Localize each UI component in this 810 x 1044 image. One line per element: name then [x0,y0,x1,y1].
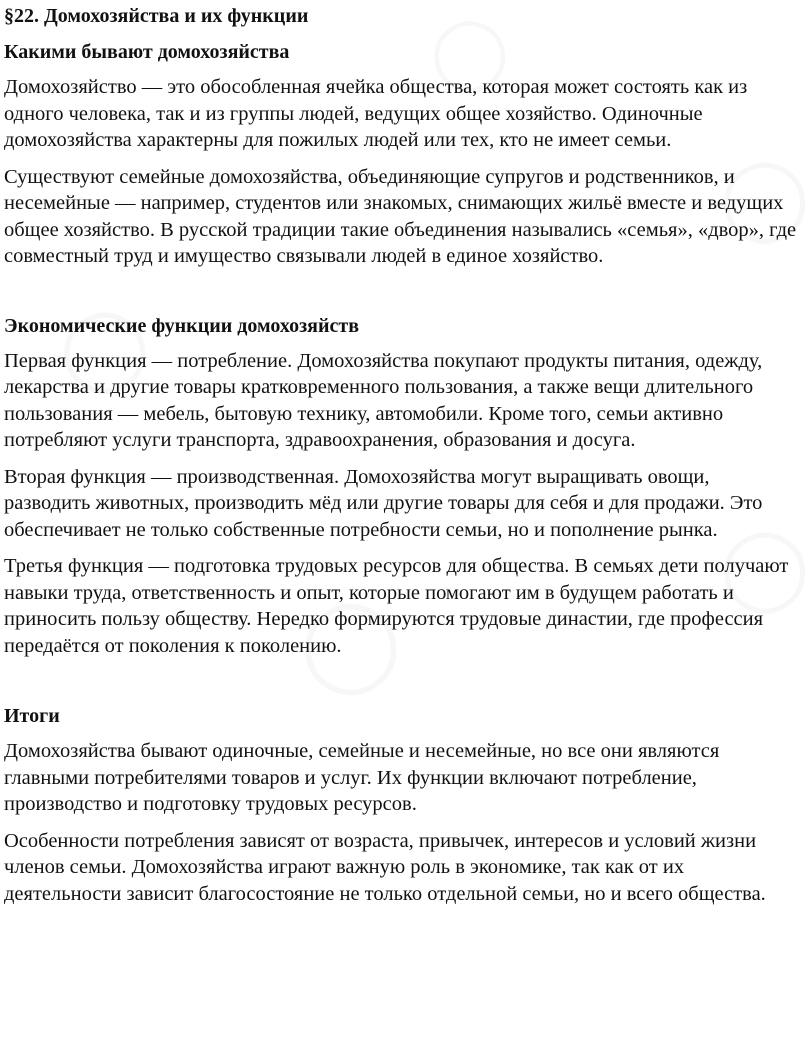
paragraph: Особенности потребления зависят от возраста, привычек, интересов и условий жизни членов семьи. Домохозяйства играют важную роль в экономике, так как от их деятельности зависит благосостояние не только отдельной семьи, но и всего общества. [4,829,766,905]
paragraph: Третья функция — подготовка трудовых ресурсов для общества. В семьях дети получают навыки труда, ответственность и опыт, которые помогают им в будущем работать и приносить пользу обществу. Нередко формируются трудовые династии, где профессия передаётся от поколения к поколению. [4,555,789,657]
watermark-mark: ◯ [720,152,810,241]
paragraph: Домохозяйства бывают одиночные, семейные и несемейные, но все они являются главными потребителями товаров и услуг. Их функции включают потребление, производство и подготовку трудовых ресурсов. [4,740,720,815]
watermark-mark: ◯ [720,522,810,611]
chapter-title: §22. Домохозяйства и их функции [4,5,309,27]
section-household-types [4,39,798,270]
paragraph: Вторая функция — производственная. Домохозяйства могут выращивать овощи, разводить животных, производить мёд или другие товары для себя и для продажи. Это обеспечивает не только собственные потребности семьи, но и пополнение рынка. [4,465,763,541]
section-spacer [4,280,798,313]
watermark-mark: ◯ [296,589,405,697]
paragraph: Первая функция — потребление. Домохозяйства покупают продукты питания, одежду, лекарства и другие товары кратковременного пользования, а также вещи длительного пользования — мебель, бытовую технику, автомобили. Кроме того, семьи активно потребляют услуги транспорта, здравоохранения, образования и досуга. [4,349,763,451]
paragraph: Домохозяйство — это обособленная ячейка общества, которая может состоять как из одного человека, так и из группы людей, ведущих общее хозяйство. Одиночные домохозяйства характерны для пожилых людей или тех, кто не имеет семьи. [4,76,748,151]
document-page [4,0,798,917]
section-economic-functions [4,313,798,660]
section-spacer [4,669,798,703]
paragraph: Существуют семейные домохозяйства, объединяющие супругов и родственников, и несемейные — например, студентов или знакомых, снимающих жильё вместе и ведущих общее хозяйство. В русской традиции такие объединения назывались «семья», «двор», где совместный труд и имущество связывали людей в единое хозяйство. [4,165,797,267]
watermark-mark: ◯ [60,302,150,391]
section-summary [4,703,798,907]
section-title: Экономические функции домохозяйств [4,314,359,337]
section-title: Какими бывают домохозяйства [4,41,290,63]
watermark-mark: ◯ [426,8,513,94]
section-title: Итоги [4,705,60,727]
